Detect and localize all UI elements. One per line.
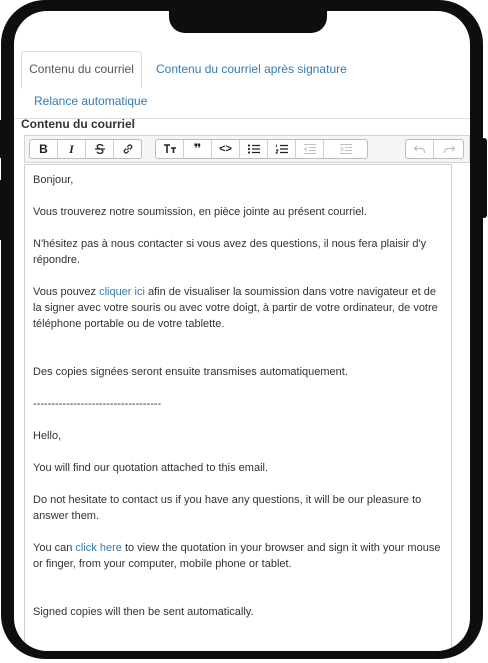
bullet-list-button[interactable] (240, 140, 268, 158)
link-button[interactable] (114, 140, 142, 158)
indent-button[interactable] (324, 140, 367, 158)
phone-side-button (481, 138, 487, 218)
text-paragraph: Signed copies will then be sent automatically. (33, 606, 254, 618)
indent-icon (339, 143, 353, 155)
separator-line: ----------------------------------- (33, 398, 162, 410)
view-quote-link-fr[interactable]: cliquer ici (99, 286, 145, 298)
undo-button[interactable] (406, 140, 434, 158)
text-paragraph (33, 284, 443, 332)
outdent-icon (303, 143, 317, 155)
outdent-button[interactable] (296, 140, 324, 158)
toolbar-group-history (405, 139, 464, 159)
text-paragraph: Do not hesitate to contact us if you have any questions, it will be our pleasure to answer them. (33, 494, 422, 522)
bullet-list-icon (247, 143, 261, 155)
phone-frame (1, 0, 483, 659)
toolbar-group-format (29, 139, 142, 159)
field-label: Contenu du courriel (21, 117, 135, 131)
strikethrough-icon (94, 143, 106, 155)
phone-side-button (0, 120, 4, 158)
undo-icon (413, 143, 427, 155)
text-span: You can (33, 542, 76, 554)
redo-icon (442, 143, 456, 155)
phone-side-button (0, 180, 4, 240)
text-span: afin de visualiser la soumission dans votre navigateur et de la signer avec votre souris ou avec votre doigt, à partir de votre ordinateur, de votre téléphone portable ou de votre tablette. (33, 286, 438, 330)
phone-notch (169, 11, 327, 33)
numbered-list-icon (275, 143, 289, 155)
email-body-editor[interactable] (24, 164, 452, 651)
text-paragraph (33, 540, 443, 572)
link-icon (122, 143, 134, 155)
text-paragraph: Hello, (33, 430, 62, 442)
tab-bar (14, 51, 470, 119)
view-quote-link-en[interactable]: click here (75, 542, 122, 554)
tab-email-content[interactable]: Contenu du courriel (21, 51, 142, 89)
text-paragraph: Bonjour, (33, 174, 74, 186)
toolbar-group-block (155, 139, 368, 159)
text-paragraph: N'hésitez pas à nous contacter si vous avez des questions, il nous fera plaisir d'y répondre. (33, 238, 427, 266)
text-paragraph: Des copies signées seront ensuite transmises automatiquement. (33, 366, 348, 378)
strikethrough-button[interactable] (86, 140, 114, 158)
text-span: Vous pouvez (33, 286, 100, 298)
text-span: to view the quotation in your browser and sign it with your mouse or finger, from your computer, mobile phone or tablet. (33, 542, 441, 570)
redo-button[interactable] (434, 140, 463, 158)
heading-button[interactable] (156, 140, 184, 158)
editor-toolbar (24, 135, 470, 163)
code-button[interactable]: <> (212, 140, 240, 158)
bold-button[interactable]: B (30, 140, 58, 158)
text-paragraph: Vous trouverez notre soumission, en pièce jointe au présent courriel. (33, 206, 367, 218)
phone-screen (14, 11, 470, 651)
numbered-list-button[interactable] (268, 140, 296, 158)
heading-icon (163, 143, 177, 155)
text-paragraph: You will find our quotation attached to this email. (33, 462, 269, 474)
italic-button[interactable]: I (58, 140, 86, 158)
tab-automatic-reminder[interactable]: Relance automatique (34, 94, 148, 108)
quote-button[interactable]: ❞ (184, 140, 212, 158)
tab-email-content-after-signature[interactable]: Contenu du courriel après signature (156, 62, 347, 76)
